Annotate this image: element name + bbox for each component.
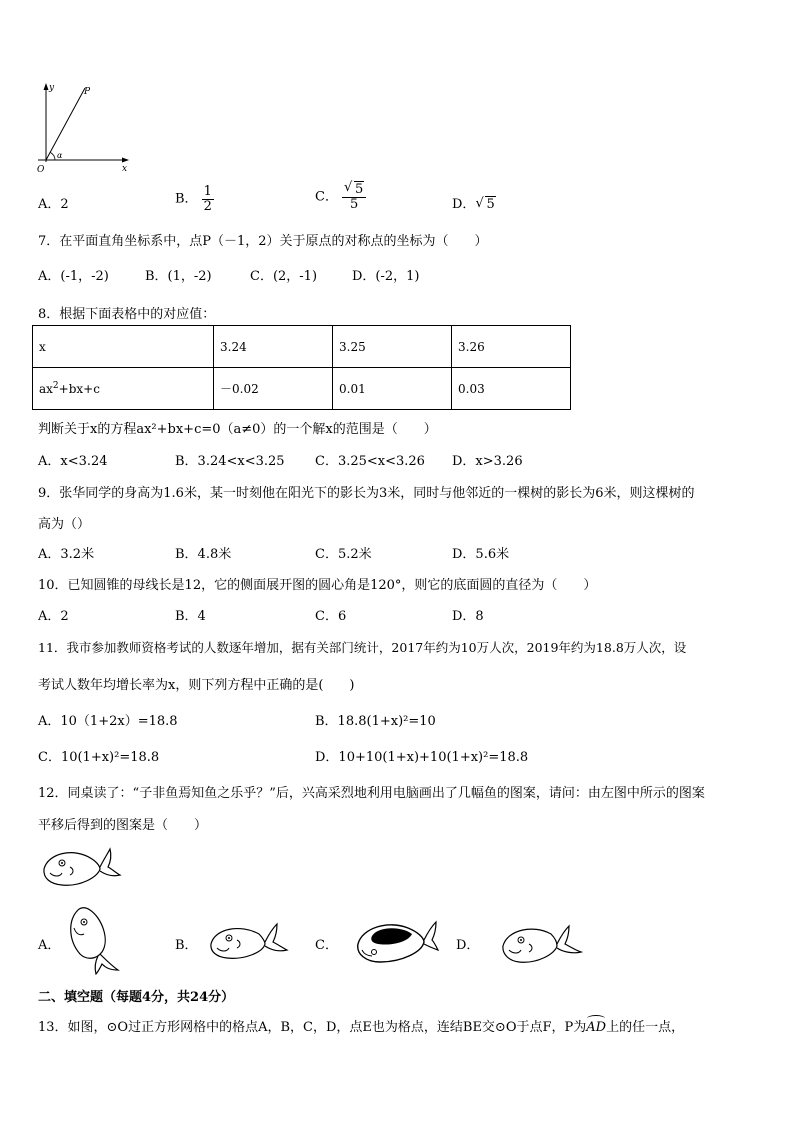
angle-figure [34, 80, 134, 175]
q10-option-b[interactable]: B．4 [175, 609, 206, 624]
q8-question: 判断关于x的方程ax²+bx+c=0（a≠0）的一个解x的范围是（ ） [38, 422, 437, 437]
table-cell: 3.25 [333, 326, 452, 368]
q10-option-d[interactable]: D．8 [452, 609, 484, 624]
q6-option-b[interactable] [175, 185, 214, 213]
fish-option-d-image[interactable] [497, 920, 583, 968]
q12-option-a[interactable]: A． [38, 938, 61, 953]
q12-option-b[interactable]: B． [175, 938, 198, 953]
q12-option-c[interactable]: C． [315, 938, 338, 953]
table-cell: 3.24 [214, 326, 333, 368]
q7-option-c[interactable]: C．(2，-1) [250, 269, 318, 284]
q13-text-end: 上的任一点， [606, 1020, 685, 1035]
q11-option-c[interactable]: C．10(1+x)²=18.8 [38, 750, 160, 765]
section-title: 二、填空题（每题4分，共24分） [38, 990, 235, 1005]
q6-option-b-prefix: B． [175, 191, 198, 207]
label-p: P [84, 87, 91, 97]
q12-option-d[interactable]: D． [456, 938, 480, 953]
q6-option-a[interactable]: A．2 [38, 197, 69, 212]
q11-option-a[interactable]: A．10（1+2x）=18.8 [38, 714, 178, 729]
table-row [33, 326, 571, 368]
q7-option-a[interactable]: A．(-1，-2) [38, 269, 109, 284]
label-y: y [49, 83, 55, 93]
table-row [33, 368, 571, 410]
fish-option-b-image[interactable] [205, 920, 289, 964]
q7-text: 7．在平面直角坐标系中，点P（－1，2）关于原点的对称点的坐标为（ ） [38, 234, 488, 249]
q6-option-c-prefix: C． [315, 189, 338, 205]
label-alpha: α [57, 151, 63, 160]
ray-op [46, 88, 85, 160]
q6-option-d-prefix: D． [452, 197, 476, 212]
fish-option-c-image[interactable] [352, 916, 440, 968]
denominator: 5 [349, 196, 359, 212]
q7-option-d[interactable]: D．(-2，1) [352, 269, 420, 284]
x-axis-arrow [122, 158, 129, 163]
q12-text-line1: 12．同桌读了：“子非鱼焉知鱼之乐乎？”后，兴高采烈地利用电脑画出了几幅鱼的图案，请问：由左图中所示的图案 [38, 786, 705, 801]
q11-option-b[interactable]: B．18.8(1+x)²=10 [315, 714, 436, 729]
q9-text-line2: 高为（） [38, 517, 91, 532]
q8-text: 8．根据下面表格中的对应值： [38, 307, 216, 322]
q9-option-a[interactable]: A．3.2米 [38, 547, 95, 562]
fraction [342, 183, 366, 211]
table-cell: 0.03 [452, 368, 571, 410]
q12-text-line2: 平移后得到的图案是（ ） [38, 818, 208, 833]
label-x: x [122, 164, 128, 174]
angle-arc [51, 153, 56, 161]
q8-option-b[interactable]: B．3.24<x<3.25 [175, 454, 285, 469]
q9-option-c[interactable]: C．5.2米 [315, 547, 372, 562]
q9-option-b[interactable]: B．4.8米 [175, 547, 232, 562]
denominator: 2 [203, 198, 212, 214]
table-cell: －0.02 [214, 368, 333, 410]
q13-text-main: 13．如图，⊙O过正方形网格中的格点A，B，C，D，点E也为格点，连结BE交⊙O于点F，P为 [38, 1020, 587, 1035]
q6-option-c[interactable] [315, 183, 366, 211]
table-cell: 0.01 [333, 368, 452, 410]
q11-option-d[interactable]: D．10+10(1+x)+10(1+x)²=18.8 [315, 750, 529, 765]
table-cell: x [33, 326, 214, 368]
q8-option-c[interactable]: C．3.25<x<3.26 [315, 454, 425, 469]
q11-text-line1: 11．我市参加教师资格考试的人数逐年增加，据有关部门统计，2017年约为10万人次，2019年约为18.8万人次，设 [38, 640, 687, 655]
label-o: O [37, 165, 45, 175]
value-table [32, 325, 571, 410]
y-axis-arrow [44, 83, 49, 90]
fraction [202, 185, 214, 213]
q9-option-d[interactable]: D．5.6米 [452, 547, 510, 562]
fish-option-a-image[interactable] [62, 904, 132, 976]
q10-option-c[interactable]: C．6 [315, 609, 347, 624]
q6-option-d[interactable] [452, 193, 496, 212]
q10-text: 10．已知圆锥的母线长是12，它的侧面展开图的圆心角是120°，则它的底面圆的直径为（ ） [38, 578, 597, 593]
q9-text-line1: 9．张华同学的身高为1.6米，某一时刻他在阳光下的影长为3米，同时与他邻近的一棵树的影长为6米，则这棵树的 [38, 486, 695, 501]
q10-option-a[interactable]: A．2 [38, 609, 69, 624]
fish-original-image [40, 843, 122, 891]
q8-option-d[interactable]: D．x>3.26 [452, 454, 523, 469]
numerator: 1 [203, 184, 212, 199]
q8-option-a[interactable]: A．x<3.24 [38, 454, 108, 469]
sqrt-symbol: √ 5 [344, 182, 364, 197]
numerator [342, 183, 366, 198]
q7-option-b[interactable]: B．(1，-2) [145, 269, 212, 284]
arc-symbol [587, 1015, 605, 1022]
table-cell: 3.26 [452, 326, 571, 368]
table-cell: $ax^2+bx+c$ [33, 368, 214, 410]
sqrt-symbol: √ 5 [475, 197, 495, 212]
q11-text-line2: 考试人数年均增长率为x，则下列方程中正确的是( ) [38, 678, 355, 693]
q13-text [38, 1016, 684, 1035]
arc-ad-label: AD [586, 1020, 606, 1035]
